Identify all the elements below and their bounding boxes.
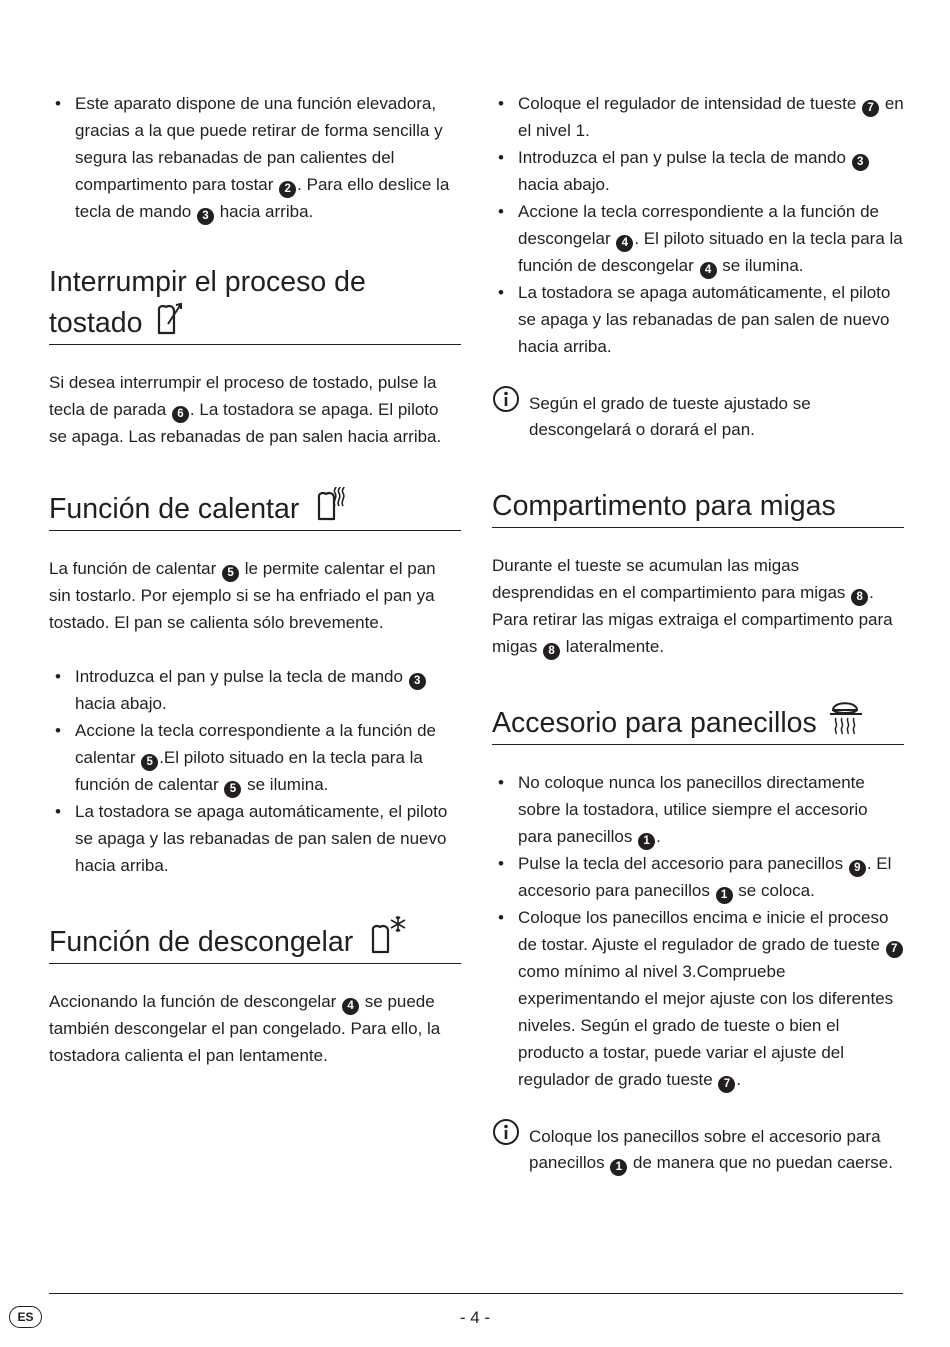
rolls-heading: [492, 696, 904, 745]
defrost-heading: [49, 915, 461, 964]
defrost-note: [492, 391, 904, 443]
rolls-note-text: Coloque los panecillos sobre el accesorio para panecillos 1 de manera que no puedan caerse.: [529, 1124, 904, 1176]
part-number-badge: 4: [616, 235, 633, 252]
rolls-title: Accesorio para panecillos: [492, 707, 817, 739]
interrupt-title-line2: tostado: [49, 307, 143, 339]
info-icon: [492, 385, 520, 413]
language-badge: ES: [9, 1306, 42, 1328]
page-number: - 4 -: [459, 1308, 491, 1327]
part-number-badge: 3: [197, 208, 214, 225]
part-number-badge: 7: [718, 1076, 735, 1093]
stop-toast-icon: [154, 302, 184, 336]
bullet-item: • Coloque el regulador de intensidad de tueste 7 en el nivel 1.: [492, 90, 904, 144]
defrost-title: Función de descongelar: [49, 926, 354, 958]
interrupt-heading: [49, 262, 461, 345]
warm-paragraph: La función de calentar 5 le permite calentar el pan sin tostarlo. Por ejemplo si se ha enfriado el pan ya tostado. El pan se calienta sólo brevemente.: [49, 559, 436, 632]
part-number-badge: 4: [700, 262, 717, 279]
crumbs-title: Compartimento para migas: [492, 490, 836, 522]
rolls-note: [492, 1124, 904, 1176]
part-number-badge: 8: [851, 589, 868, 606]
part-number-badge: 1: [610, 1159, 627, 1176]
part-number-badge: 1: [716, 887, 733, 904]
bullet-item: • Introduzca el pan y pulse la tecla de mando 3 hacia abajo.: [49, 663, 461, 717]
part-number-badge: 5: [141, 754, 158, 771]
footer-divider: [49, 1293, 903, 1294]
bullet-item: • Accione la tecla correspondiente a la función de descongelar 4 . El piloto situado en la tecla para la función de descongelar 4 se ilumina.: [492, 198, 904, 279]
part-number-badge: 4: [342, 998, 359, 1015]
defrost-toast-icon: [369, 915, 409, 955]
defrost-steps-list: [492, 90, 904, 360]
left-column: [49, 90, 461, 1069]
bullet-item: • Pulse la tecla del accesorio para panecillos 9 . El accesorio para panecillos 1 se coloca.: [492, 850, 904, 904]
bullet-item: • Coloque los panecillos encima e inicie el proceso de tostar. Ajuste el regulador de grado de tueste 7 como mínimo al nivel 3.Compruebe experimentando el mejor ajuste con los diferentes niveles. Según el grado de tueste o bien el producto a tostar, puede variar el ajuste del regulador de grado tueste 7 .: [492, 904, 904, 1093]
rolls-bullet-list: [492, 769, 904, 1093]
right-column: [492, 90, 904, 1176]
part-number-badge: 5: [222, 565, 239, 582]
warm-toast-icon: [315, 486, 349, 522]
crumbs-paragraph: Durante el tueste se acumulan las migas desprendidas en el compartimiento para migas 8 . Para retirar las migas extraiga el compartimento para migas 8 lateralmente.: [492, 552, 904, 660]
bullet-item: • Este aparato dispone de una función elevadora, gracias a la que puede retirar de forma sencilla y segura las rebanadas de pan calientes del compartimento para tostar 2 . Para ello deslice la tecla de mando 3 hacia arriba.: [49, 90, 461, 225]
bullet-item: • Accione la tecla correspondiente a la función de calentar 5 .El piloto situado en la tecla para la función de calentar 5 se ilumina.: [49, 717, 461, 798]
bullet-item: • La tostadora se apaga automáticamente, el piloto se apaga y las rebanadas de pan salen de nuevo hacia arriba.: [492, 279, 904, 360]
defrost-note-text: Según el grado de tueste ajustado se descongelará o dorará el pan.: [529, 394, 811, 439]
part-number-badge: 6: [172, 406, 189, 423]
part-number-badge: 7: [862, 100, 879, 117]
warm-bullet-list: [49, 663, 461, 879]
bun-rack-icon: [827, 696, 867, 736]
bullet-item: • Introduzca el pan y pulse la tecla de mando 3 hacia abajo.: [492, 144, 904, 198]
part-number-badge: 3: [409, 673, 426, 690]
warm-heading: [49, 486, 461, 531]
intro-bullet-list: [49, 90, 461, 225]
info-icon: [492, 1118, 520, 1146]
crumbs-heading: [492, 486, 904, 528]
part-number-badge: 8: [543, 643, 560, 660]
bullet-item: • No coloque nunca los panecillos directamente sobre la tostadora, utilice siempre el accesorio para panecillos 1 .: [492, 769, 904, 850]
bullet-item: • La tostadora se apaga automáticamente, el piloto se apaga y las rebanadas de pan salen de nuevo hacia arriba.: [49, 798, 461, 879]
interrupt-title-line1: Interrumpir el proceso de: [49, 266, 366, 298]
part-number-badge: 7: [886, 941, 903, 958]
interrupt-paragraph: Si desea interrumpir el proceso de tostado, pulse la tecla de parada 6 . La tostadora se apaga. El piloto se apaga. Las rebanadas de pan salen hacia arriba.: [49, 373, 442, 446]
part-number-badge: 1: [638, 833, 655, 850]
part-number-badge: 5: [224, 781, 241, 798]
defrost-paragraph: Accionando la función de descongelar 4 se puede también descongelar el pan congelado. Para ello, la tostadora calienta el pan lentamente.: [49, 992, 441, 1065]
warm-title: Función de calentar: [49, 493, 300, 525]
part-number-badge: 3: [852, 154, 869, 171]
part-number-badge: 9: [849, 860, 866, 877]
part-number-badge: 2: [279, 181, 296, 198]
